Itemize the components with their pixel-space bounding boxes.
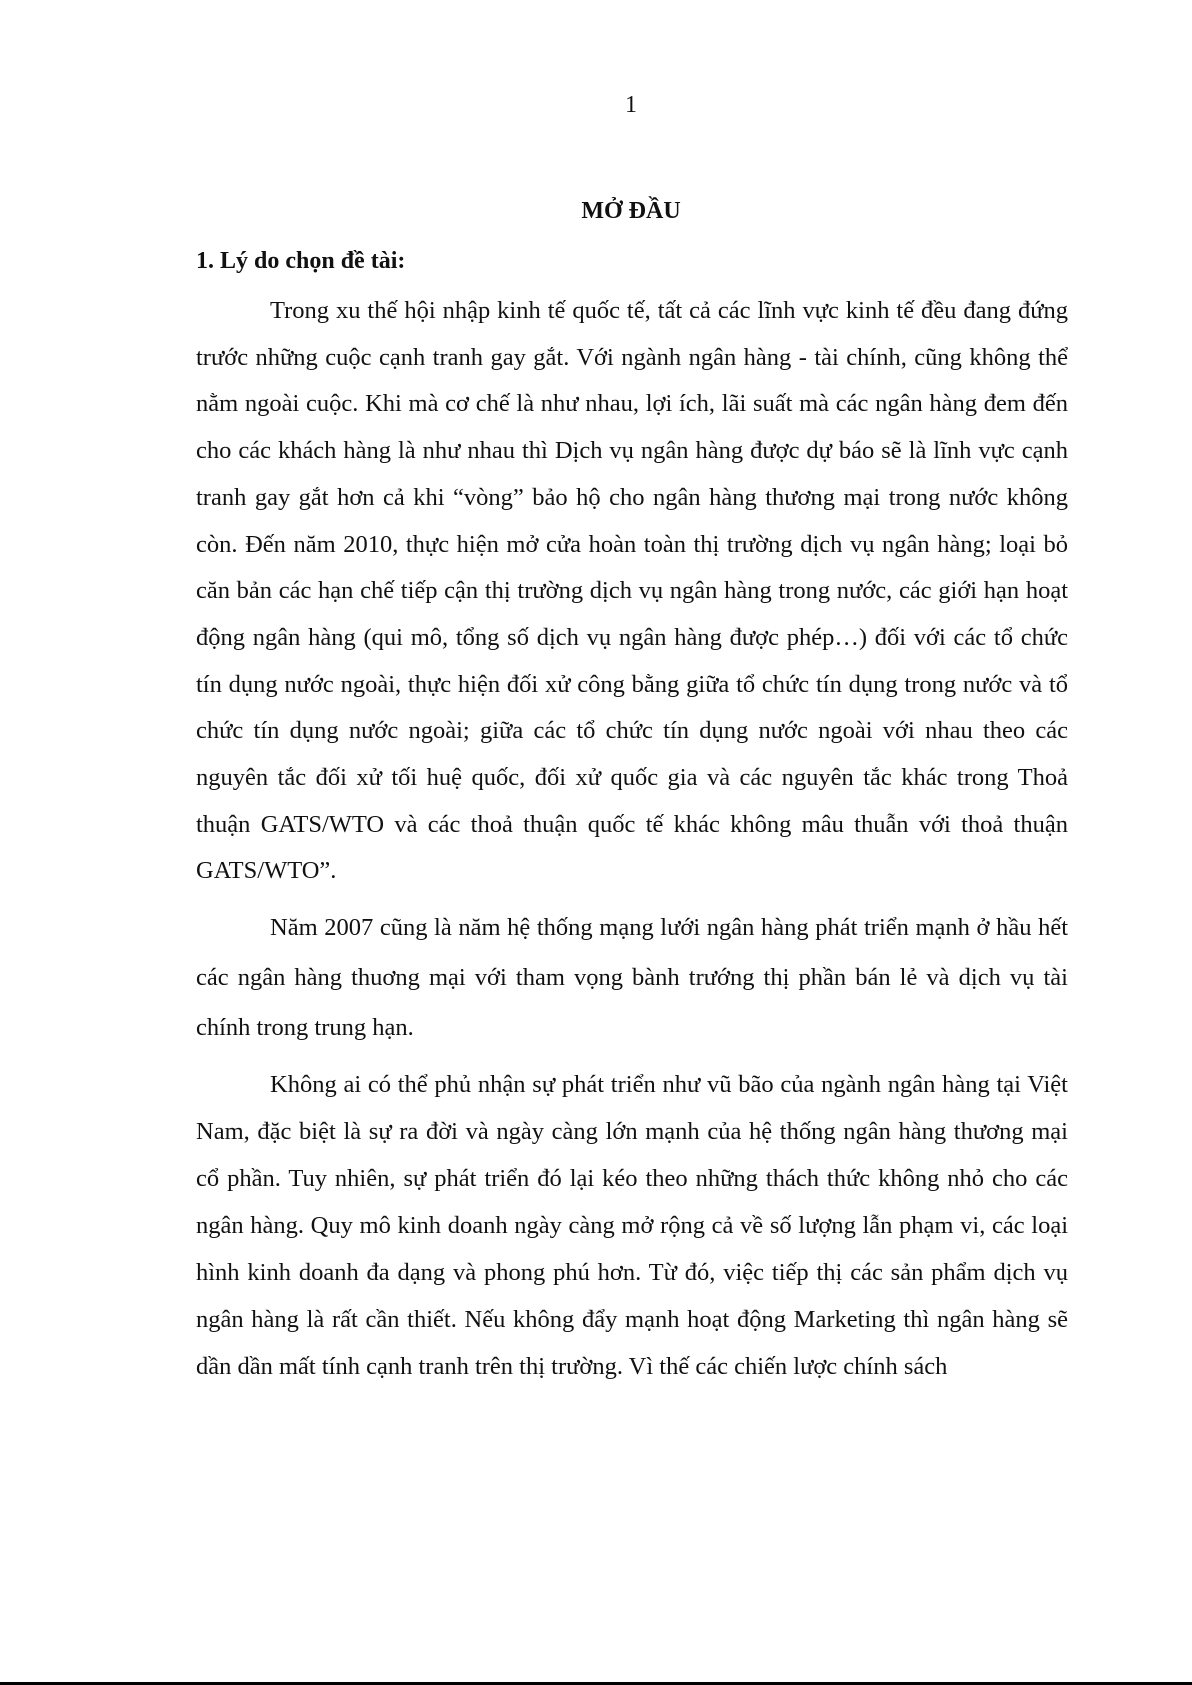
section-title: 1. Lý do chọn đề tài: [196, 248, 406, 274]
paragraph-1: Trong xu thế hội nhập kinh tế quốc tế, tất cả các lĩnh vực kinh tế đều đang đứng trước những cuộc cạnh tranh gay gắt. Với ngành ngân hàng - tài chính, cũng không thể nằm ngoài cuộc. Khi mà cơ chế là như nhau, lợi ích, lãi suất mà các ngân hàng đem đến cho các khách hàng là như nhau thì Dịch vụ ngân hàng được dự báo sẽ là lĩnh vực cạnh tranh gay gắt hơn cả khi “vòng” bảo hộ cho ngân hàng thương mại trong nước không còn. Đến năm 2010, thực hiện mở cửa hoàn toàn thị trường dịch vụ ngân hàng; loại bỏ căn bản các hạn chế tiếp cận thị trường dịch vụ ngân hàng trong nước, các giới hạn hoạt động ngân hàng (qui mô, tổng số dịch vụ ngân hàng được phép…) đối với các tổ chức tín dụng nước ngoài, thực hiện đối xử công bằng giữa tổ chức tín dụng trong nước và tổ chức tín dụng nước ngoài; giữa các tổ chức tín dụng nước ngoài với nhau theo các nguyên tắc đối xử tối huệ quốc, đối xử quốc gia và các nguyên tắc khác trong Thoả thuận GATS/WTO và các thoả thuận quốc tế khác không mâu thuẫn với thoả thuận GATS/WTO”. [196, 297, 1068, 885]
page-number: 1 [625, 92, 637, 118]
paragraph-3: Không ai có thể phủ nhận sự phát triển như vũ bão của ngành ngân hàng tại Việt Nam, đặc biệt là sự ra đời và ngày càng lớn mạnh của hệ thống ngân hàng thương mại cổ phần. Tuy nhiên, sự phát triển đó lại kéo theo những thách thức không nhỏ cho các ngân hàng. Quy mô kinh doanh ngày càng mở rộng cả về số lượng lẫn phạm vi, các loại hình kinh doanh đa dạng và phong phú hơn. Từ đó, việc tiếp thị các sản phẩm dịch vụ ngân hàng là rất cần thiết. Nếu không đẩy mạnh hoạt động Marketing thì ngân hàng sẽ dần dần mất tính cạnh tranh trên thị trường. Vì thế các chiến lược chính sách [196, 1071, 1068, 1381]
body-text [196, 288, 1068, 1390]
page-heading: MỞ ĐẦU [581, 198, 681, 224]
paragraph-2: Năm 2007 cũng là năm hệ thống mạng lưới ngân hàng phát triển mạnh ở hầu hết các ngân hàng thuơng mại với tham vọng bành trướng thị phần bán lẻ và dịch vụ tài chính trong trung hạn. [196, 914, 1068, 1042]
